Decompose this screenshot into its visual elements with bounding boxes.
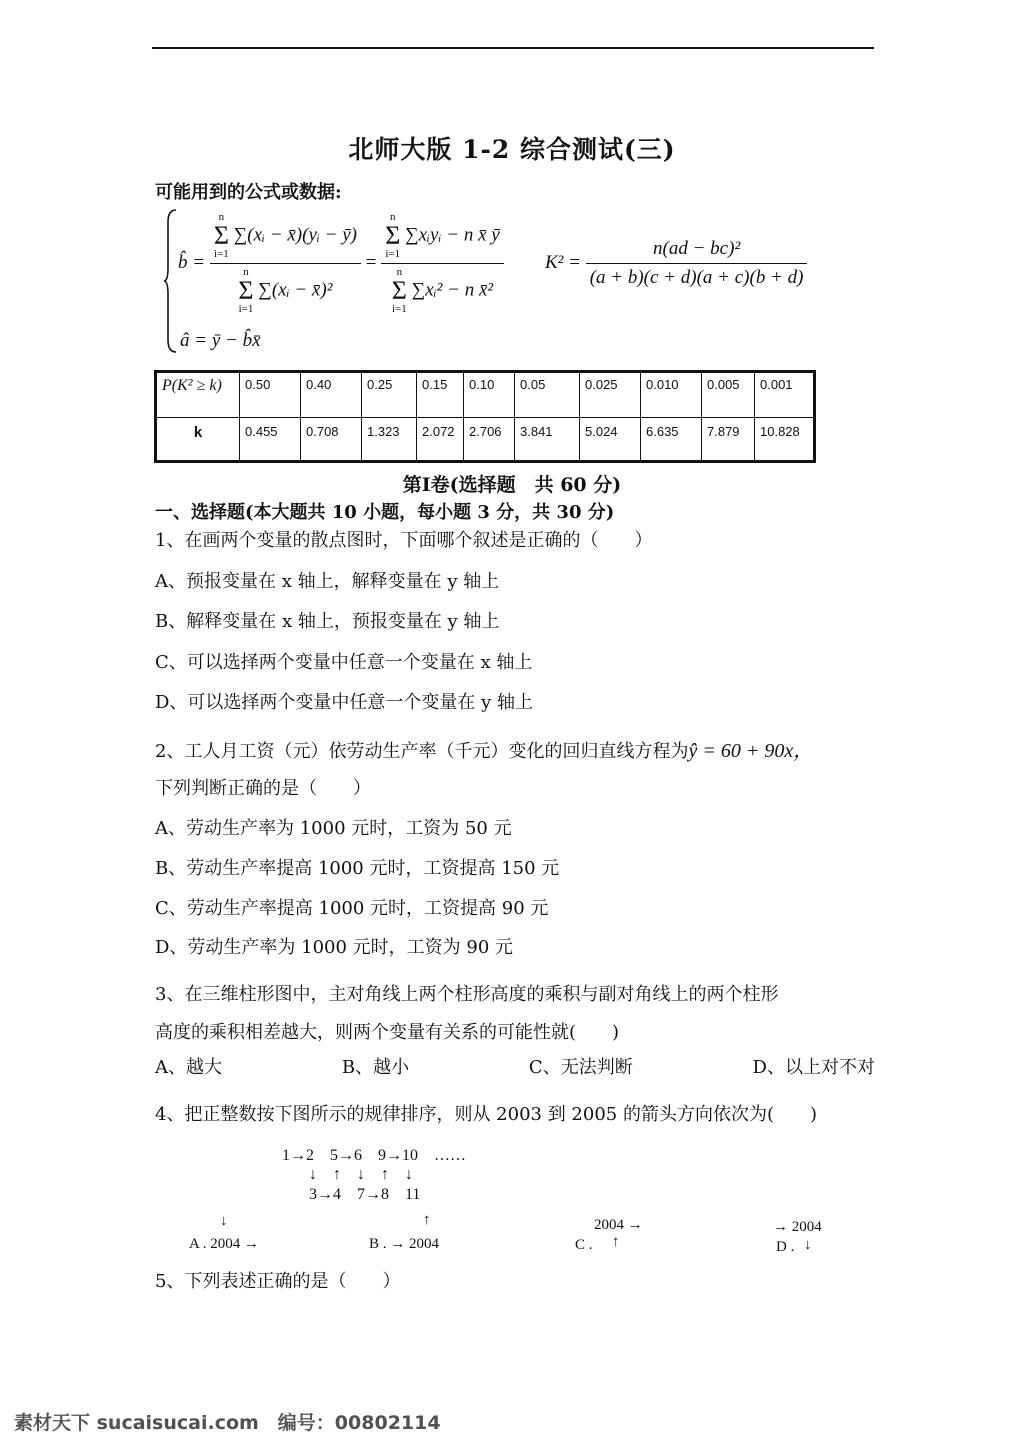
left-brace-icon — [163, 208, 177, 354]
table-cell: 2.706 — [464, 418, 515, 462]
q3-line1: 3、在三维柱形图中，主对角线上两个柱形高度的乘积与副对角线上的两个柱形 — [155, 984, 779, 1005]
q3-option-a: A、越大 — [155, 1057, 222, 1078]
sum-lower: i=1 — [391, 303, 407, 315]
fraction-1 — [210, 212, 361, 315]
row2-header: k — [156, 418, 240, 462]
sum-symbol: n Σ i=1 — [391, 266, 407, 315]
q4-option-b: B . → 2004 — [369, 1236, 440, 1252]
table-cell: 0.001 — [755, 372, 815, 418]
q3-line2: 高度的乘积相差越大，则两个变量有关系的可能性就( ) — [155, 1022, 620, 1043]
table-cell: 0.025 — [580, 372, 641, 418]
table-cell: 3.841 — [515, 418, 580, 462]
k2-numerator: n(ad − bc)² — [586, 238, 808, 264]
q1-option-a: A、预报变量在 x 轴上，解释变量在 y 轴上 — [155, 571, 500, 592]
table-cell: 0.005 — [702, 372, 755, 418]
q1-option-b: B、解释变量在 x 轴上，预报变量在 y 轴上 — [155, 611, 500, 632]
q3-options — [155, 1053, 875, 1079]
q5-stem: 5、下列表述正确的是（ ） — [155, 1271, 401, 1292]
part1-heading: 一、选择题(本大题共 10 小题，每小题 3 分，共 30 分) — [155, 502, 615, 523]
table-cell: 10.828 — [755, 418, 815, 462]
table-cell: 0.010 — [641, 372, 702, 418]
fraction-1-numerator — [210, 212, 361, 264]
q4-d-arrow-down-icon: ↓ — [804, 1237, 812, 1253]
q4-pattern-bottom: 3→4 7→8 11 — [309, 1186, 421, 1203]
q4-pattern-arrows: ↓ ↑ ↓ ↑ ↓ — [309, 1166, 414, 1183]
q2-option-b: B、劳动生产率提高 1000 元时，工资提高 150 元 — [155, 858, 560, 879]
k2-formula — [545, 238, 807, 289]
table-cell: 0.25 — [362, 372, 417, 418]
q2-option-c: C、劳动生产率提高 1000 元时，工资提高 90 元 — [155, 898, 549, 919]
denominator-2-text: ∑xᵢ² − n x̄² — [411, 279, 494, 301]
fraction-2 — [381, 212, 504, 315]
k2-denominator: (a + b)(c + d)(a + c)(b + d) — [589, 267, 804, 288]
b-hat-formula: b̂ = n Σ i=1 ∑(xᵢ − x̄)(yᵢ − ȳ) n Σ i=1 ∑(xᵢ − x̄)² = n Σ i=1 ∑xᵢyᵢ − n x̄ ȳ n Σ i=1 ∑xᵢ² − n x̄² — [178, 212, 504, 315]
sum-upper: n — [396, 266, 403, 278]
q4-a-arrow-down-icon: ↓ — [220, 1213, 228, 1229]
sum-lower: i=1 — [238, 303, 254, 315]
q3-option-d: D、以上对不对 — [752, 1057, 875, 1078]
table-row — [156, 372, 815, 418]
table-cell: 0.708 — [301, 418, 362, 462]
q4-pattern-top: 1→2 5→6 9→10 …… — [282, 1147, 467, 1164]
table-cell: 0.50 — [240, 372, 301, 418]
k2-label: K² = — [545, 251, 581, 273]
q2-stem — [155, 734, 813, 763]
q1-option-c: C、可以选择两个变量中任意一个变量在 x 轴上 — [155, 652, 533, 673]
sum-upper: n — [243, 266, 249, 278]
numerator-1-text: ∑(xᵢ − x̄)(yᵢ − ȳ) — [233, 224, 357, 246]
q4-c-arrow-up-icon: ↑ — [612, 1234, 620, 1250]
table-cell: 6.635 — [641, 418, 702, 462]
q4-option-c: C . — [575, 1237, 593, 1253]
q4-stem: 4、把正整数按下图所示的规律排序，则从 2003 到 2005 的箭头方向依次为( ) — [155, 1104, 817, 1125]
q2-stem-text: 2、工人月工资（元）依劳动生产率（千元）变化的回归直线方程为 — [155, 741, 689, 762]
b-hat-label: b̂ = — [178, 251, 206, 273]
page-title: 北师大版 1-2 综合测试(三) — [348, 135, 676, 164]
table-cell: 0.05 — [515, 372, 580, 418]
fraction-1-denominator — [210, 264, 361, 315]
a-hat-formula: â = ȳ − b̂x̄ — [180, 330, 261, 351]
sum-lower: i=1 — [385, 248, 401, 260]
sum-symbol: n Σ i=1 — [238, 266, 254, 315]
q3-option-b: B、越小 — [341, 1057, 410, 1078]
fraction-2-denominator — [381, 264, 504, 315]
q4-option-c-top: 2004 → — [594, 1217, 643, 1233]
q1-option-d: D、可以选择两个变量中任意一个变量在 y 轴上 — [155, 692, 534, 713]
row1-header: P(K² ≥ k) — [156, 372, 240, 418]
table-cell: 0.40 — [301, 372, 362, 418]
k2-fraction — [586, 238, 808, 289]
q2-option-d: D、劳动生产率为 1000 元时，工资为 90 元 — [155, 937, 514, 958]
sum-upper: n — [218, 211, 225, 223]
sum-symbol: n Σ i=1 — [385, 211, 401, 260]
q2-stem-2: 下列判断正确的是（ ） — [155, 778, 371, 799]
watermark: 素材天下 sucaisucai.com 编号：00802114 — [14, 1412, 441, 1434]
sum-upper: n — [390, 211, 396, 223]
sum-lower: i=1 — [214, 248, 229, 260]
q4-b-arrow-up-icon: ↑ — [423, 1212, 431, 1228]
q2-option-a: A、劳动生产率为 1000 元时，工资为 50 元 — [155, 818, 512, 839]
denominator-1-text: ∑(xᵢ − x̄)² — [258, 279, 333, 301]
brace — [163, 208, 177, 354]
fraction-2-numerator — [381, 212, 504, 264]
table-cell: 0.10 — [464, 372, 515, 418]
q4-option-d: D . — [776, 1239, 795, 1255]
table-cell: 0.455 — [240, 418, 301, 462]
table-cell: 5.024 — [580, 418, 641, 462]
formula-heading: 可能用到的公式或数据: — [155, 182, 342, 203]
q2-equation: ŷ = 60 + 90x， — [688, 740, 814, 762]
table-cell: 2.072 — [417, 418, 464, 462]
k-table-wrapper — [154, 370, 816, 463]
q1-stem: 1、在画两个变量的散点图时，下面哪个叙述是正确的（ ） — [155, 530, 653, 551]
table-cell: 1.323 — [362, 418, 417, 462]
numerator-2-text: ∑xᵢyᵢ − n x̄ ȳ — [405, 224, 500, 246]
sum-symbol: n Σ i=1 — [213, 211, 229, 260]
table-row — [156, 418, 815, 462]
q4-option-d-top: → 2004 — [773, 1219, 822, 1235]
top-rule — [152, 47, 874, 49]
table-cell: 7.879 — [702, 418, 755, 462]
k-table — [154, 370, 816, 463]
q3-option-c: C、无法判断 — [528, 1057, 633, 1078]
section-title: 第Ⅰ卷(选择题 共 60 分) — [402, 474, 622, 496]
q4-option-a: A . 2004 → — [189, 1236, 260, 1252]
table-cell: 0.15 — [417, 372, 464, 418]
